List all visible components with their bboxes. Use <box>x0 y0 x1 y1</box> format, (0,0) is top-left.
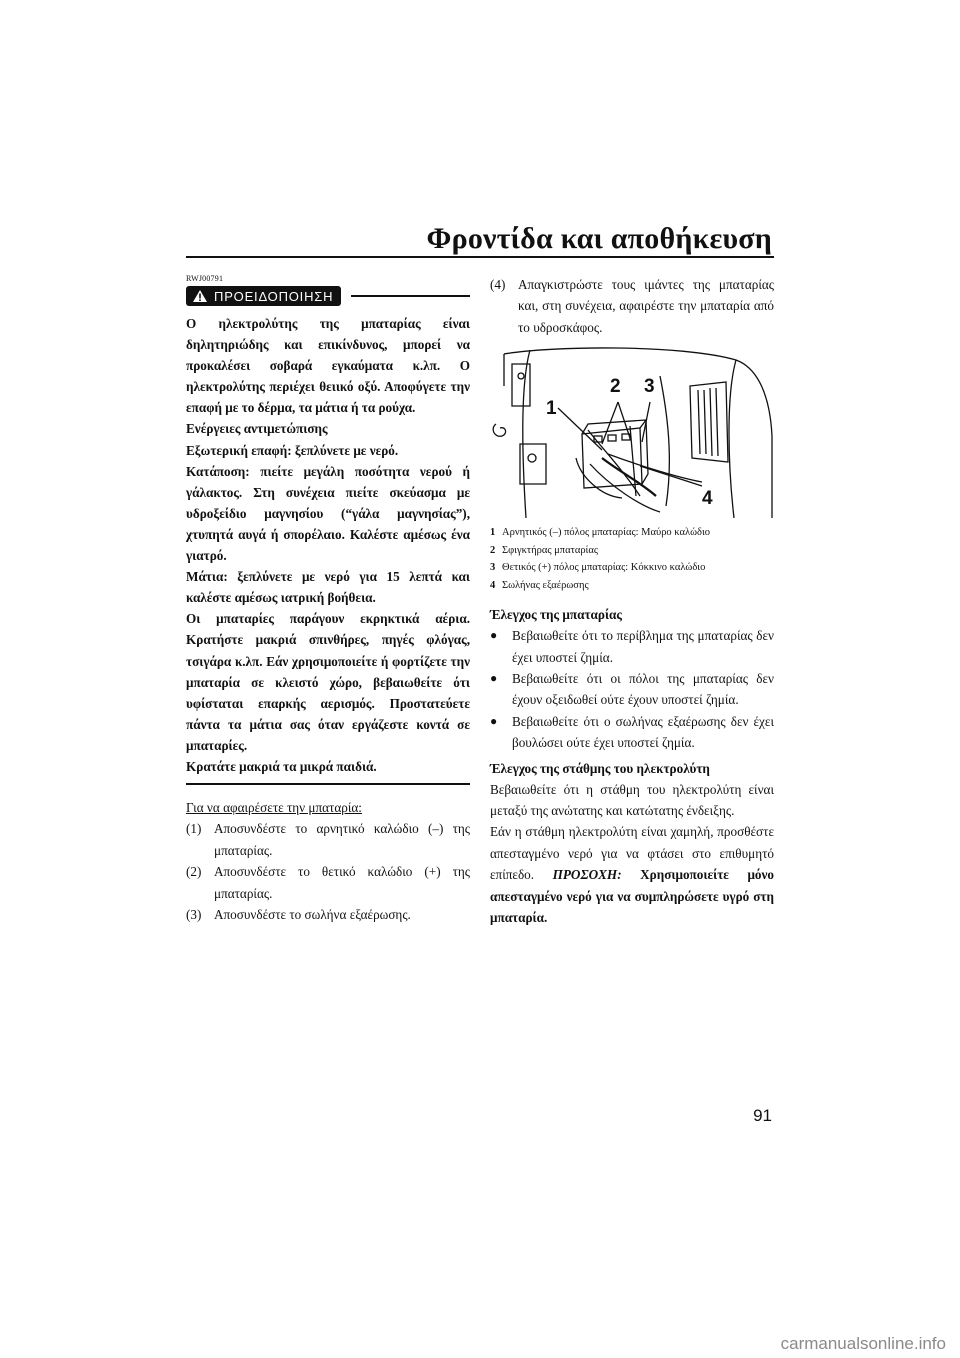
legend-text: Σωλήνας εξαέρωσης <box>502 579 589 591</box>
removal-step <box>186 904 470 925</box>
legend-item <box>490 524 774 542</box>
warning-triangle-icon <box>192 289 208 303</box>
legend-number: 2 <box>490 544 496 556</box>
caution-text: Χρησιμοποιείτε μόνο απεσταγμένο νερό για να συμπληρώσετε υγρό στη μπαταρία. <box>490 867 775 926</box>
warning-header <box>186 285 470 307</box>
warning-rule <box>351 295 470 297</box>
bullet-text: Βεβαιωθείτε ότι το περίβλημα της μπαταρίας δεν έχει υποστεί ζημία. <box>512 628 774 665</box>
legend-number: 3 <box>490 562 496 574</box>
step-text: Αποσυνδέστε το αρνητικό καλώδιο (–) της μπαταρίας. <box>214 821 470 858</box>
electrolyte-low-text: Εάν η στάθμη ηλεκτρολύτη είναι χαμηλή, προσθέστε απεσταγμένο νερό για να φτάσει στο επιθυμητό επίπεδο. <box>490 824 774 883</box>
electrolyte-paragraph: Βεβαιωθείτε ότι η στάθμη του ηλεκτρολύτη είναι μεταξύ της ανώτατης και κατώτατης ένδειξης. <box>490 781 774 819</box>
bullet-text: Βεβαιωθείτε ότι ο σωλήνας εξαέρωσης δεν έχει βουλώσει ούτε έχει υποστεί ζημία. <box>512 713 774 751</box>
right-column <box>490 274 774 929</box>
figure-legend <box>490 524 774 594</box>
warning-label: ΠΡΟΕΙΔΟΠΟΙΗΣΗ <box>214 288 334 304</box>
step-number: (3) <box>186 907 202 923</box>
bullet-dot-icon: ● <box>490 713 498 728</box>
warning-body <box>186 313 470 777</box>
warning-badge <box>186 286 341 306</box>
warning-paragraph: Ο ηλεκτρολύτης της μπαταρίας είναι δηλητηριώδης και επικίνδυνος, μπορεί να προκαλέσει σοβαρά εγκαύματα κ.λπ. Ο ηλεκτρολύτης περιέχει θειικό οξύ. Αποφύγετε την επαφή με το δέρμα, τα μάτια ή τα ρούχα. <box>186 316 470 416</box>
check-bullet <box>490 711 774 754</box>
removal-step <box>186 861 470 904</box>
step-text: Απαγκιστρώστε τους ιμάντες της μπαταρίας και, στη συνέχεια, αφαιρέστε την μπαταρία από το υδροσκάφος. <box>518 277 774 335</box>
warning-paragraph: Οι μπαταρίες παράγουν εκρηκτικά αέρια. Κρατήστε μακριά σπινθήρες, πηγές φλόγας, τσιγάρα κ.λπ. Εάν χρησιμοποιείτε ή φορτίζετε την μπαταρία σε κλειστό χώρο, βεβαιωθείτε ότι υφίσταται επαρκής αερισμός. Προστατεύετε πάντα τα μάτια σας όταν εργάζεστε κοντά σε μπαταρίες. <box>186 611 470 753</box>
bullet-dot-icon: ● <box>490 628 498 643</box>
callout-1: 1 <box>546 398 557 420</box>
warning-paragraph: Μάτια: ξεπλύνετε με νερό για 15 λεπτά και καλέστε αμέσως ιατρική βοήθεια. <box>186 569 470 606</box>
legend-item <box>490 542 774 560</box>
warning-paragraph: Εξωτερική επαφή: ξεπλύνετε με νερό. <box>186 442 399 458</box>
legend-number: 1 <box>490 527 496 539</box>
page-title: Φροντίδα και αποθήκευση <box>426 222 772 255</box>
warning-paragraph: Ενέργειες αντιμετώπισης <box>186 421 328 437</box>
footer-watermark: carmanualsonline.info <box>780 1334 946 1353</box>
check-bullet <box>490 625 774 668</box>
callout-4: 4 <box>702 488 713 510</box>
legend-text: Σφιγκτήρας μπαταρίας <box>502 544 599 556</box>
check-bullet <box>490 668 774 711</box>
step-text: Αποσυνδέστε το θετικό καλώδιο (+) της μπαταρίας. <box>214 864 470 901</box>
step-text: Αποσυνδέστε το σωλήνα εξαέρωσης. <box>214 907 411 923</box>
warning-code: RWJ00791 <box>186 274 224 283</box>
left-column <box>186 274 470 926</box>
electrolyte-paragraph-2 <box>490 821 774 928</box>
legend-text: Αρνητικός (–) πόλος μπαταρίας: Μαύρο καλώδιο <box>502 527 711 539</box>
step-number: (4) <box>490 277 506 292</box>
removal-step <box>186 818 470 861</box>
page-number: 91 <box>753 1106 772 1125</box>
warning-end-rule <box>186 783 470 785</box>
battery-illustration <box>490 346 774 520</box>
legend-item <box>490 577 774 595</box>
callout-2: 2 <box>610 376 621 398</box>
battery-compartment-drawing <box>490 346 774 520</box>
battery-check-heading: Έλεγχος της μπαταρίας <box>490 607 622 623</box>
legend-item <box>490 559 774 577</box>
legend-number: 4 <box>490 579 496 591</box>
step-number: (2) <box>186 864 202 880</box>
legend-text: Θετικός (+) πόλος μπαταρίας: Κόκκινο καλώδιο <box>502 562 706 574</box>
bullet-dot-icon: ● <box>490 671 498 686</box>
removal-heading: Για να αφαιρέσετε την μπαταρία: <box>186 800 362 816</box>
caution-label: ΠΡΟΣΟΧΗ: <box>552 867 622 883</box>
warning-paragraph: Κρατάτε μακριά τα μικρά παιδιά. <box>186 758 377 774</box>
bullet-text: Βεβαιωθείτε ότι οι πόλοι της μπαταρίας δεν έχουν οξειδωθεί ούτε έχουν υποστεί ζημία. <box>512 671 774 708</box>
removal-step <box>490 274 774 338</box>
warning-paragraph: Κατάποση: πιείτε μεγάλη ποσότητα νερού ή γάλακτος. Στη συνέχεια πιείτε σκεύασμα με υδροξείδιο μαγνησίου (“γάλα μαγνησίας”), χτυπητά αυγά ή σπορέλαιο. Καλέστε αμέσως ένα γιατρό. <box>186 463 470 564</box>
header-rule <box>186 256 774 258</box>
electrolyte-check-heading: Έλεγχος της στάθμης του ηλεκτρολύτη <box>490 760 710 776</box>
step-number: (1) <box>186 821 202 837</box>
callout-3: 3 <box>644 376 655 398</box>
